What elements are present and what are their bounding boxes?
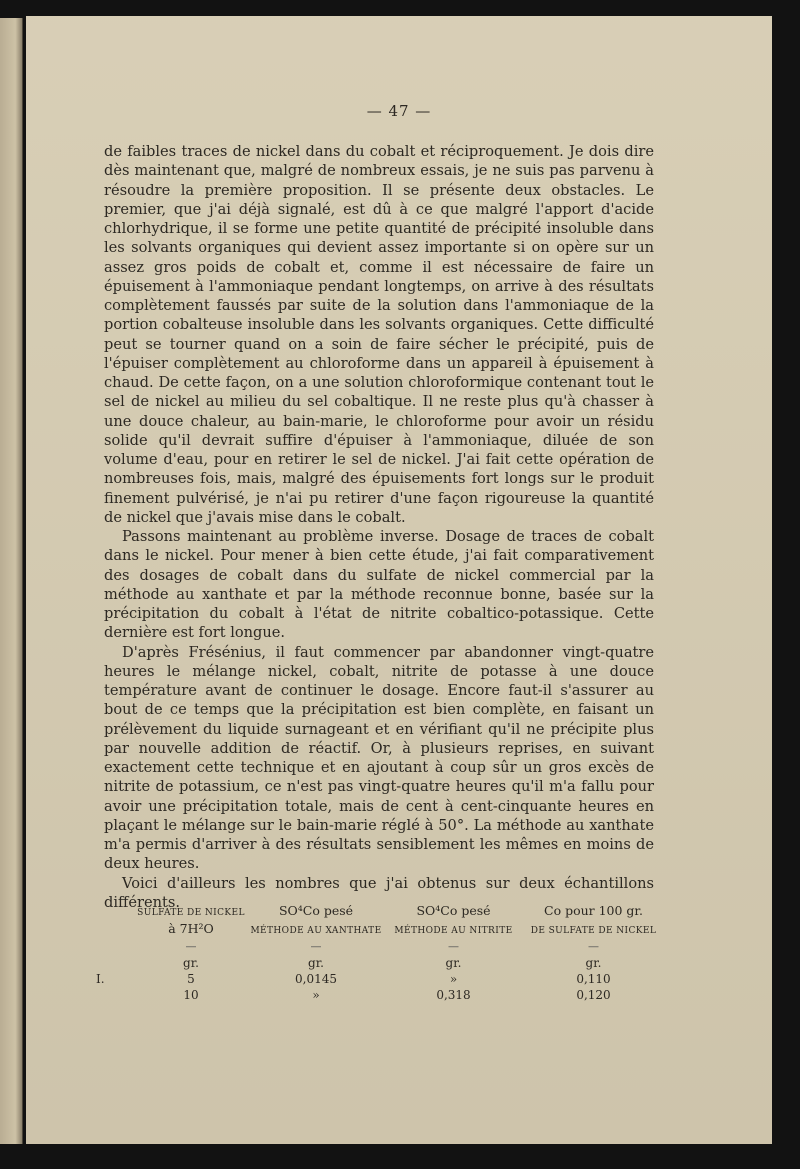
table-dash-row [96,939,666,955]
col1-header-line1: SULFATE DE NICKEL [137,908,245,918]
col3-header-line1: SO⁴Co pesé [416,903,491,918]
book-page [26,16,772,1144]
results-table [96,903,666,1003]
table-cell: » [449,972,458,986]
table-cell: 0,120 [576,988,611,1002]
page-number: — 47 — [366,102,432,120]
paragraph-1: de faibles traces de nickel dans du cobalt et réciproquement. Je dois dire dès maintenant que, malgré de nombreux essais, je ne suis pas parvenu à résoudre la première proposition. Il se présente deux obstacles. Le premier, que j'ai déjà signalé, est dû à ce que malgré l'apport d'acide chlorhydrique, il se forme une petite quantité de précipité insoluble dans les solvants organiques qui devient assez importante si on opère sur un assez gros poids de cobalt et, comme il est nécessaire de faire un épuisement à l'ammoniaque pendant longtemps, on arrive à des résultats complètement faussés par suite de la solution dans l'ammoniaque de la portion cobalteuse insoluble dans les solvants organiques. Cette difficulté peut se tourner quand on a soin de faire sécher le précipité, puis de l'épuiser complètement au chloroforme dans un appareil à épuisement à chaud. De cette façon, on a une solution chloroformique contenant tout le sel de nickel au milieu du sel cobaltique. Il ne reste plus qu'à chasser à une douce chaleur, au bain-marie, le chloroforme pour avoir un résidu solide qu'il devrait suffire d'épuiser à l'ammoniaque, diluée de son volume d'eau, pour en retirer le sel de nickel. J'ai fait cette opération de nombreuses fois, mais, malgré des épuisements fort longs sur le produit finement pulvérisé, je n'ai pu retirer d'une façon rigoureuse la quantité de nickel que j'avais mise dans le cobalt. [104,143,654,526]
table-cell: 0,110 [576,972,611,986]
table-cell: 0,318 [436,988,471,1002]
table-cell: » [312,988,320,1002]
table-cell: 5 [187,972,195,986]
col3-unit: gr. [445,956,462,970]
facing-page-edge [0,18,23,1144]
col2-header-line1: SO⁴Co pesé [278,903,354,918]
col2-header-line2: MÉTHODE AU XANTHATE [250,926,382,936]
paragraph-2: Passons maintenant au problème inverse. Dosage de traces de cobalt dans le nickel. Pour mener à bien cette étude, j'ai fait comparativement des dosages de cobalt dans du sulfate de nickel commercial par la méthode au xanthate et par la méthode reconnue bonne, basée sur la précipitation du cobalt à l'état de nitrite cobaltico-potassique. Cette dernière est fort longue. [104,528,654,642]
table-unit-row [96,955,666,971]
col1-header-line2: à 7H²O [168,921,214,936]
col4-dash: — [588,940,599,953]
col1-unit: gr. [183,956,199,970]
col4-header-line1: Co pour 100 gr. [544,903,643,918]
row-label: I. [96,972,105,986]
paragraph-3: D'après Frésénius, il faut commencer par abandonner vingt-quatre heures le mélange nickel, cobalt, nitrite de potasse à une douce température avant de continuer le dosage. Encore faut-il s'assurer au bout de ce temps que la précipitation est bien complète, en faisant un prélèvement du liquide surnageant et en vérifiant qu'il ne précipite plus par nouvelle addition de réactif. Or, à plusieurs reprises, en suivant exactement cette technique et en ajoutant à coup sûr un gros excès de nitrite de potassium, ce n'est pas vingt-quatre heures qu'il m'a fallu pour avoir une précipitation totale, mais de cent à cent-cinquante heures en plaçant le mélange sur le bain-marie réglé à 50°. La méthode au xanthate m'a permis d'arriver à des résultats sensiblement les mêmes en moins de deux heures. [104,643,654,873]
col3-dash: — [448,940,459,953]
table-header-row-2 [96,921,666,939]
table-row [96,987,666,1003]
col4-unit: gr. [585,956,602,970]
paragraph-4: Voici d'ailleurs les nombres que j'ai obtenus sur deux échantillons différents. [104,874,654,911]
body-text [104,142,654,912]
col3-header-line2: MÉTHODE AU NITRITE [394,926,513,936]
row-label [96,987,136,1003]
col2-dash: — [310,940,322,953]
col2-unit: gr. [308,956,324,970]
table-row [96,971,666,987]
table-cell: 10 [183,988,199,1002]
table-header-row [96,903,666,921]
table-cell: 0,0145 [295,972,337,986]
col4-header-line2: DE SULFATE DE NICKEL [530,926,657,936]
col1-dash: — [185,940,197,953]
